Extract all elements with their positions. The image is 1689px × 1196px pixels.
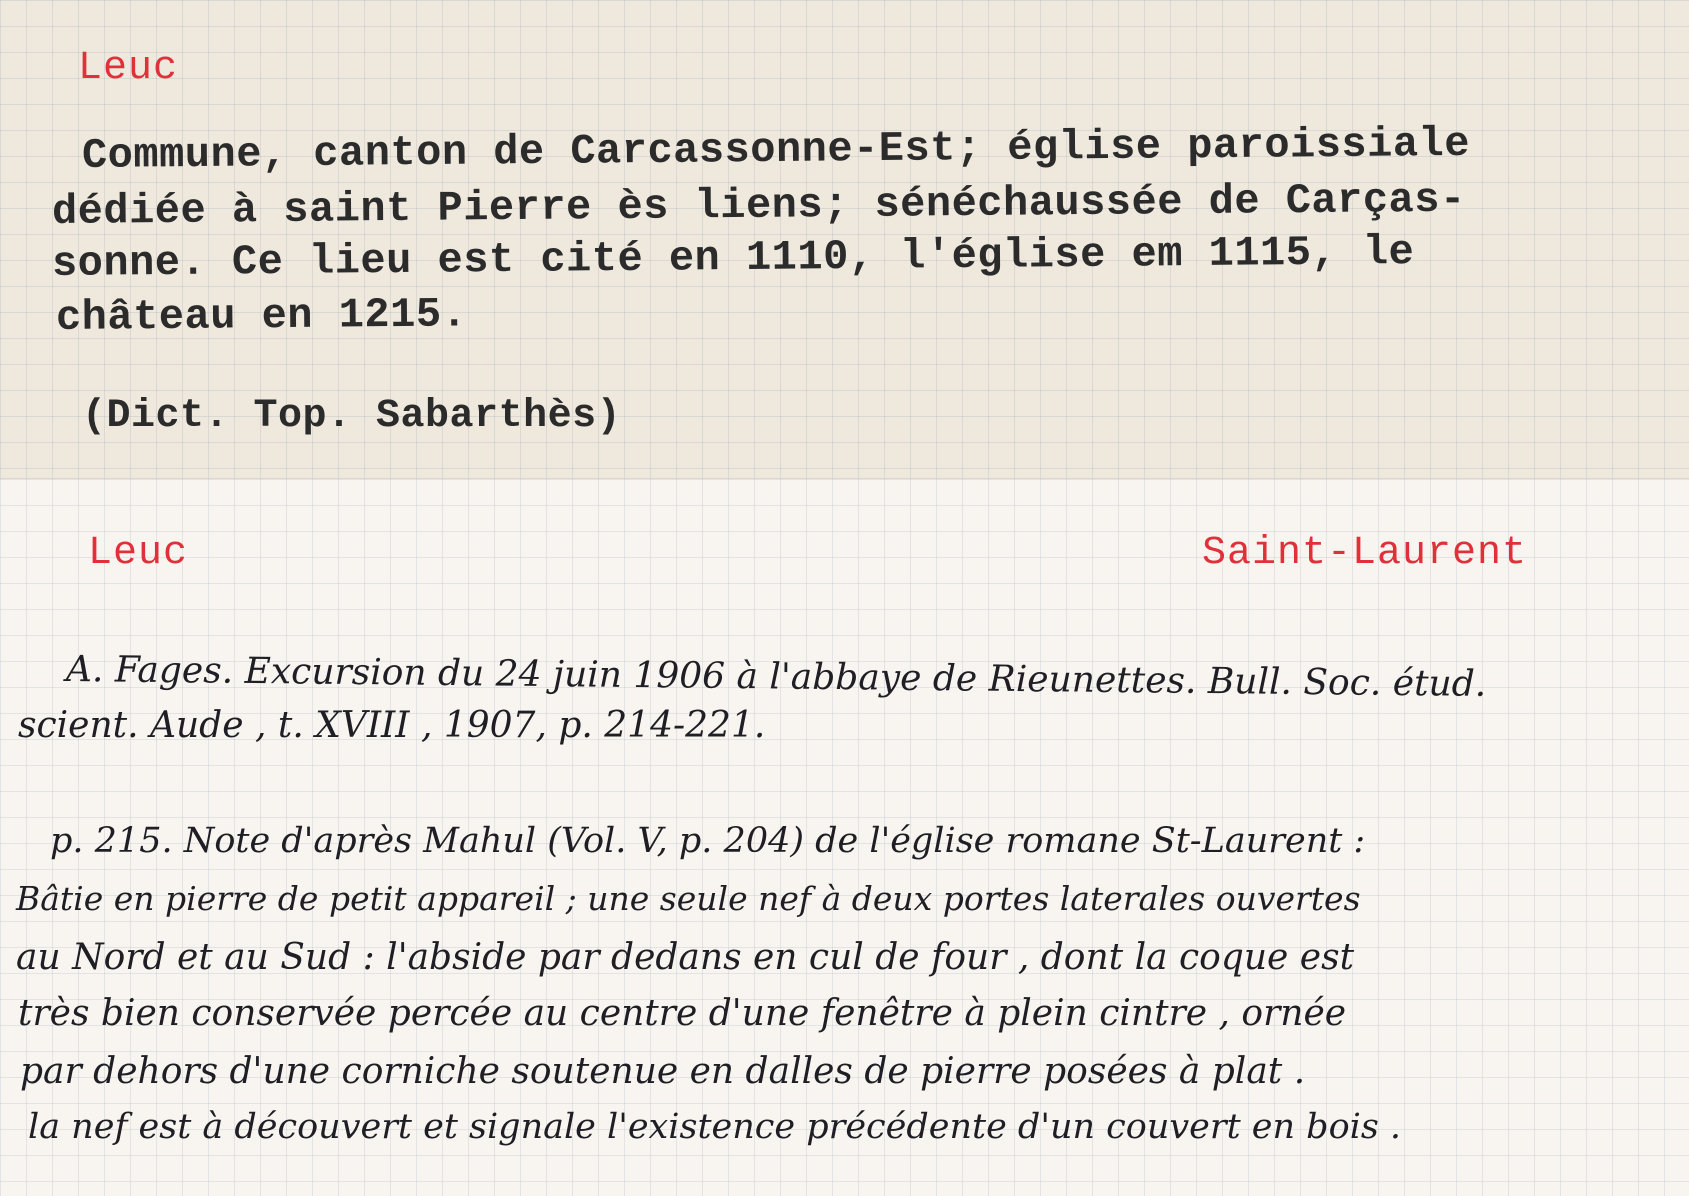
note-line: p. 215. Note d'après Mahul (Vol. V, p. 204) de l'église romane St-Laurent : bbox=[50, 821, 1366, 861]
reference-line: scient. Aude , t. XVIII , 1907, p. 214-221. bbox=[18, 705, 766, 746]
typed-index-card bbox=[0, 0, 1689, 478]
note-line: Bâtie en pierre de petit appareil ; une seule nef à deux portes laterales ouvertes bbox=[16, 879, 1361, 918]
note-line: au Nord et au Sud : l'abside par dedans en cul de four , dont la coque est bbox=[16, 937, 1355, 978]
handwritten-index-card bbox=[0, 478, 1689, 1196]
card-heading: Leuc bbox=[78, 46, 179, 91]
typed-line: sonne. Ce lieu est cité en 1110, l'église em 1115, le bbox=[51, 228, 1415, 288]
source-citation: (Dict. Top. Sabarthès) bbox=[82, 394, 622, 439]
note-line: la nef est à découvert et signale l'existence précédente d'un couvert en bois . bbox=[28, 1107, 1402, 1147]
typed-line: château en 1215. bbox=[55, 290, 468, 342]
typed-line: Commune, canton de Carcassonne-Est; église paroissiale bbox=[81, 119, 1471, 180]
note-line: très bien conservée percée au centre d'une fenêtre à plein cintre , ornée bbox=[18, 993, 1347, 1034]
typed-line: dédiée à saint Pierre ès liens; sénéchaussée de Carças- bbox=[51, 175, 1466, 236]
note-line: par dehors d'une corniche soutenue en dalles de pierre posées à plat . bbox=[20, 1051, 1306, 1092]
card-heading-right: Saint-Laurent bbox=[1202, 531, 1528, 576]
reference-line: A. Fages. Excursion du 24 juin 1906 à l'abbaye de Rieunettes. Bull. Soc. étud. bbox=[65, 649, 1487, 705]
card-heading-left: Leuc bbox=[88, 531, 189, 576]
